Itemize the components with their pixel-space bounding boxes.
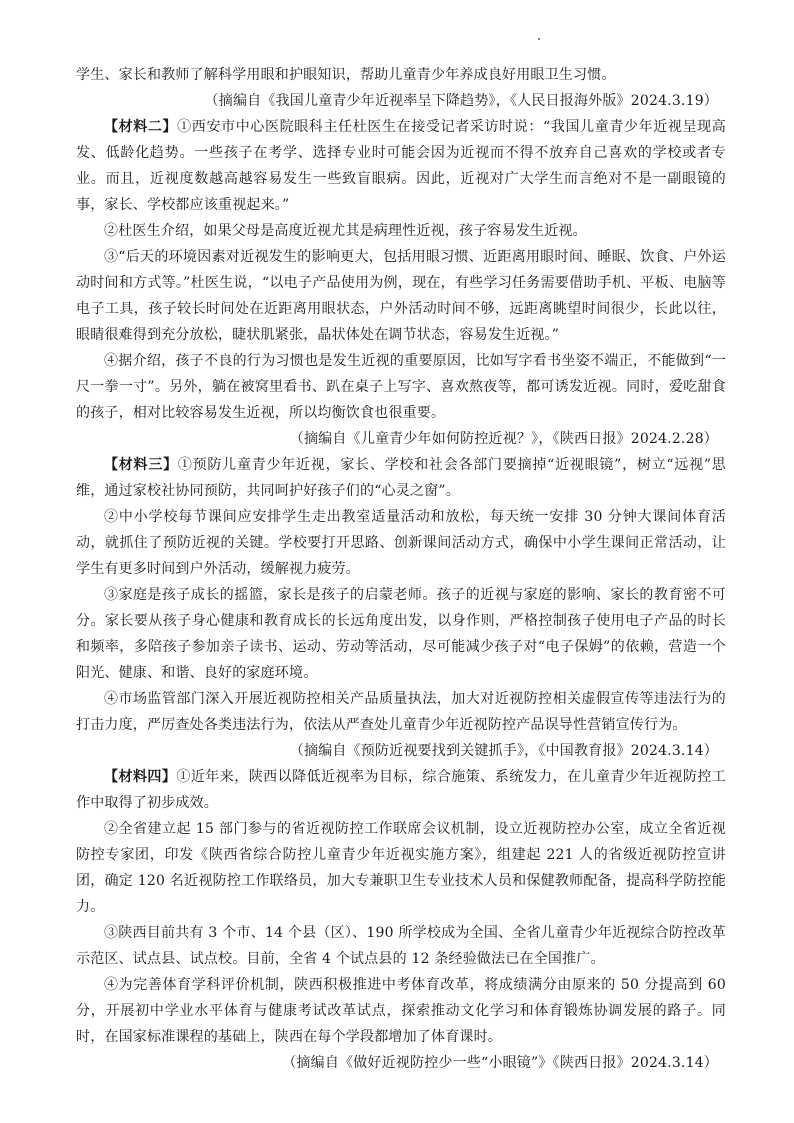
material4-paragraph-2: ②全省建立起 15 部门参与的省近视防控工作联席会议机制，设立近视防控办公室，成立全省近视防控专家团，印发《陕西省综合防控儿童青少年近视实施方案》，组建起 221 人的省级近视防控宣讲团，确定 120 名近视防控工作联络员，加大专兼职卫生专业技术人员和保健教师配备，提高科学防控能力。 [76, 821, 726, 915]
material4-paragraph-3: ③陕西目前共有 3 个市、14 个县（区）、190 所学校成为全国、全省儿童青少年近视综合防控改革示范区、试点县、试点校。目前，全省 4 个试点县的 12 条经验做法已在全国推广。 [76, 925, 726, 967]
material4-paragraph-1 [76, 764, 726, 816]
material4-label: 【材料四】 [104, 769, 177, 785]
document-body [76, 62, 726, 1076]
material3-paragraph-4: ④市场监管部门深入开展近视防控相关产品质量执法，加大对近视防控相关虚假宣传等违法行为的打击力度，严厉查处各类违法行为，依法从严查处儿童青少年近视防控产品误导性营销宣传行为。 [76, 691, 726, 733]
material3-paragraph-1 [76, 452, 726, 504]
source-citation-material1: （摘编自《我国儿童青少年近视率呈下降趋势》，《人民日报海外版》2024.3.19） [204, 93, 718, 109]
material2-paragraph-2: ②杜医生介绍，如果父母是高度近视尤其是病理性近视，孩子容易发生近视。 [104, 223, 587, 239]
material-3 [76, 452, 726, 764]
scan-dot [538, 38, 540, 40]
material2-paragraph-4: ④据介绍，孩子不良的行为习惯也是发生近视的重要原因，比如写字看书坐姿不端正，不能做到“一尺一拳一寸”。另外，躺在被窝里看书、趴在桌子上写字、喜欢熬夜等，都可诱发近视。同时，爱吃甜食的孩子，相对比较容易发生近视，所以均衡饮食也很重要。 [76, 353, 726, 421]
material-2 [76, 114, 726, 452]
material3-p1-text: ①预防儿童青少年近视，家长、学校和社会各部门要摘掉“近视眼镜”，树立“远视”思维，通过家校社协同预防，共同呵护好孩子们的“心灵之窗”。 [76, 457, 726, 499]
material-4 [76, 764, 726, 1076]
material3-paragraph-3: ③家庭是孩子成长的摇篮，家长是孩子的启蒙老师。孩子的近视与家庭的影响、家长的教育密不可分。家长要从孩子身心健康和教育成长的长远角度出发，以身作则，严格控制孩子使用电子产品的时长和频率，多陪孩子参加亲子读书、运动、劳动等活动，尽可能减少孩子对“电子保姆”的依赖，营造一个阳光、健康、和谐、良好的家庭环境。 [76, 587, 726, 681]
material2-paragraph-3: ③“后天的环境因素对近视发生的影响更大，包括用眼习惯、近距离用眼时间、睡眠、饮食、户外运动时间和方式等。”杜医生说，“以电子产品使用为例，现在，有些学习任务需要借助手机、平板、电脑等电子工具，孩子较长时间处在近距离用眼状态，户外活动时间不够，远距离眺望时间很少，长此以往，眼睛很难得到充分放松，睫状肌紧张，晶状体处在调节状态，容易发生近视。” [76, 249, 726, 343]
material2-paragraph-1 [76, 114, 726, 218]
material3-label: 【材料三】 [104, 457, 178, 473]
source-citation-material3: （摘编自《预防近视要找到关键抓手》，《中国教育报》2024.3.14） [289, 743, 718, 759]
source-citation-material2: （摘编自《儿童青少年如何防控近视？》，《陕西日报》2024.2.28） [289, 431, 718, 447]
source-citation-material4: （摘编自《做好近视防控少一些“小眼镜”》《陕西日报》2024.3.14） [282, 1055, 718, 1071]
material3-paragraph-2: ②中小学校每节课间应安排学生走出教室适量活动和放松，每天统一安排 30 分钟大课间体育活动，就抓住了预防近视的关键。学校要打开思路、创新课间活动方式，确保中小学生课间正常活动，让学生有更多时间到户外活动，缓解视力疲劳。 [76, 509, 726, 577]
paragraph-continued: 学生、家长和教师了解科学用眼和护眼知识，帮助儿童青少年养成良好用眼卫生习惯。 [76, 67, 616, 83]
material4-p1-text: ①近年来，陕西以降低近视率为目标，综合施策、系统发力，在儿童青少年近视防控工作中取得了初步成效。 [76, 769, 726, 811]
material2-label: 【材料二】 [104, 119, 178, 135]
material2-p1-text: ①西安市中心医院眼科主任杜医生在接受记者采访时说：“我国儿童青少年近视呈现高发、低龄化趋势。一些孩子在考学、选择专业时可能会因为近视而不得不放弃自己喜欢的学校或者专业。而且，近视度数越高越容易发生一些致盲眼病。因此，近视对广大学生而言绝对不是一副眼镜的事，家长、学校都应该重视起来。” [76, 119, 726, 213]
material4-paragraph-4: ④为完善体育学科评价机制，陕西积极推进中考体育改革，将成绩满分由原来的 50 分提高到 60 分，开展初中学业水平体育与健康考试改革试点，探索推动文化学习和体育锻炼协调发展的路子。同时，在国家标准课程的基础上，陕西在每个学段都增加了体育课时。 [76, 977, 726, 1045]
